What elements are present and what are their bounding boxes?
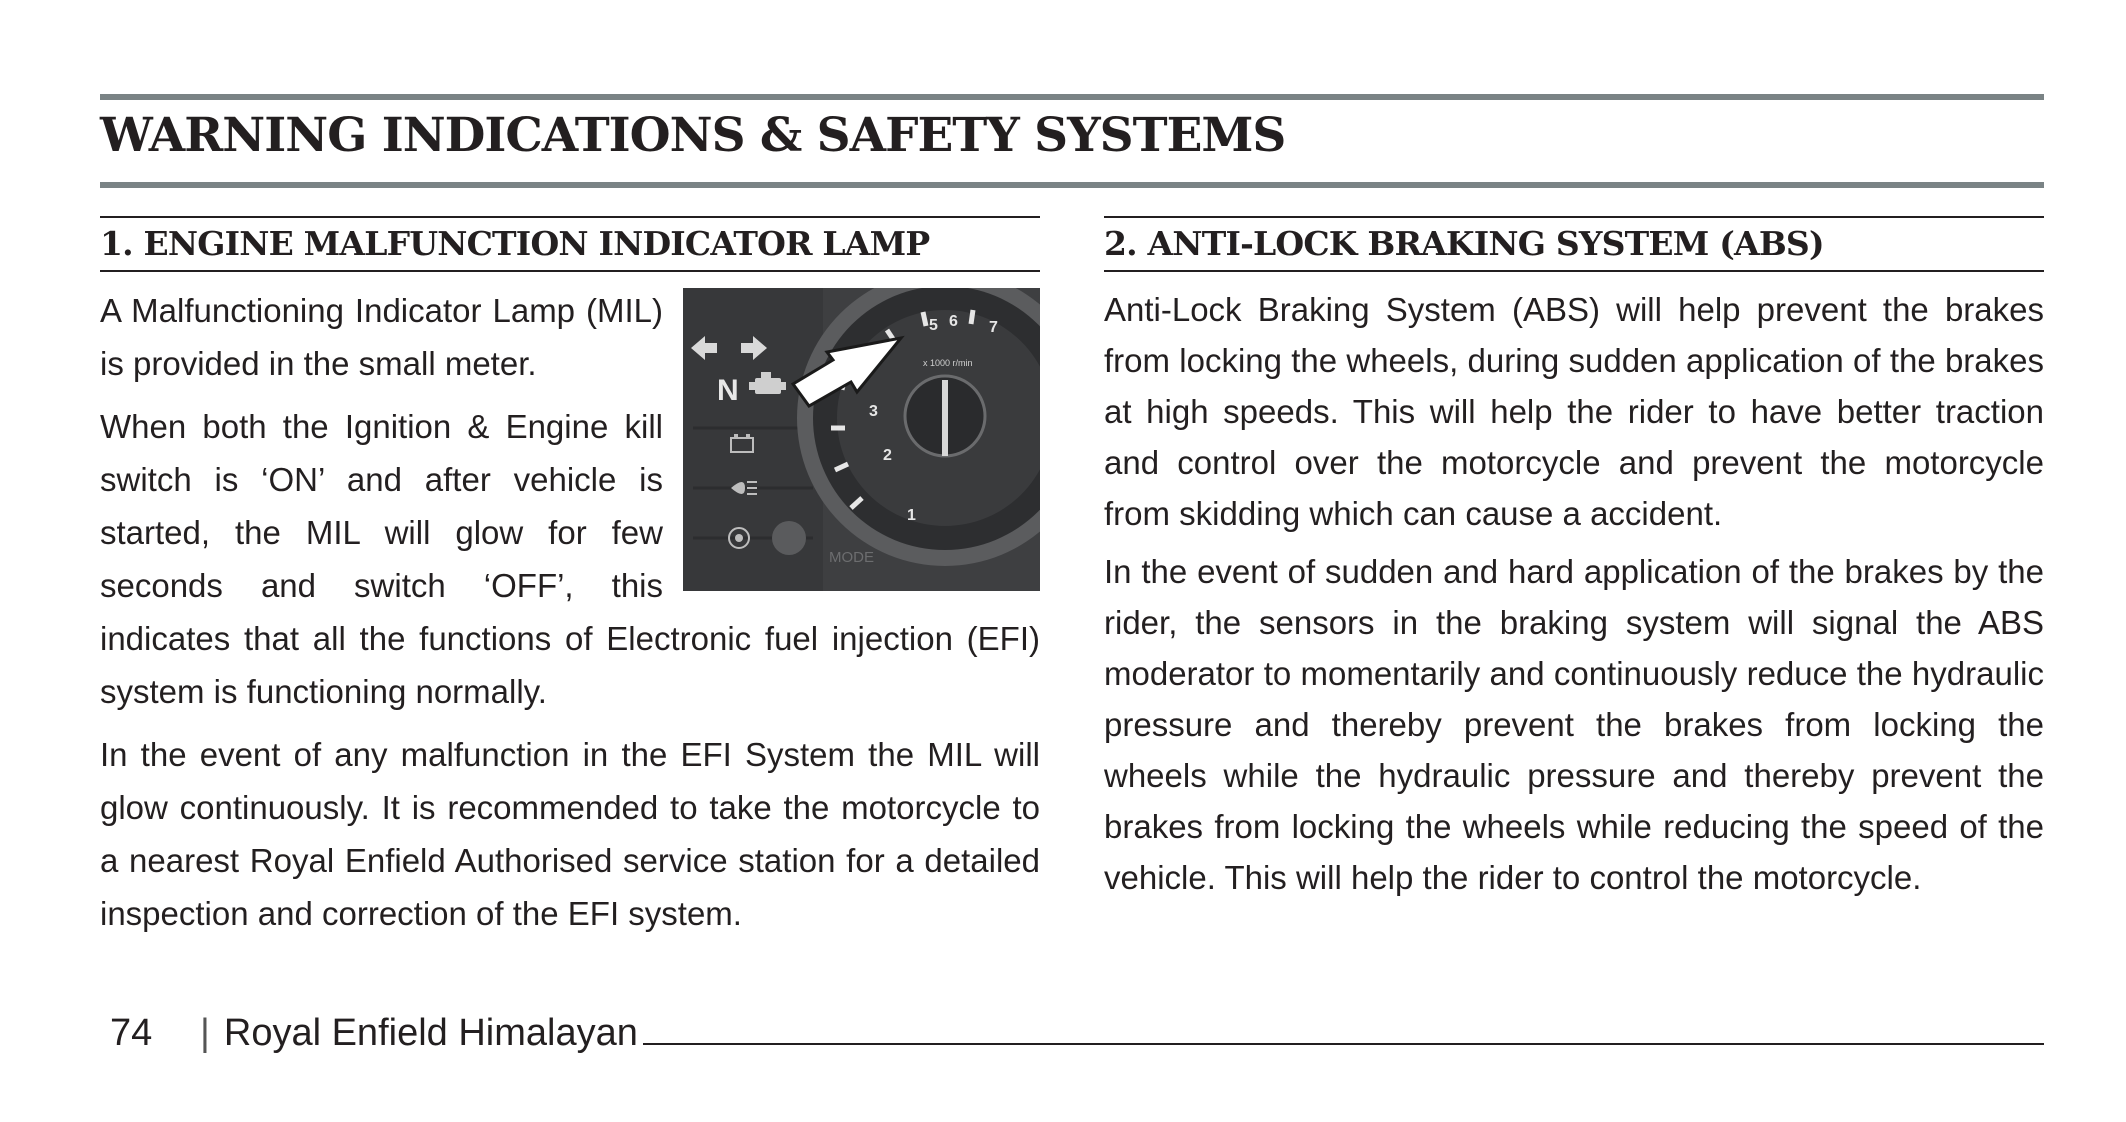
section-heading: 1. ENGINE MALFUNCTION INDICATOR LAMP xyxy=(100,224,930,263)
mode-label: MODE xyxy=(829,549,874,566)
mil-malfunction-paragraph: In the event of any malfunction in the EFI System the MIL will glow continuously. It is recommended to take the motorcycle to a nearest Royal Enfield Authorised service station for a detailed inspection and correction of the EFI system. xyxy=(100,736,1040,932)
mil-normal-paragraph: When both the Ignition & Engine kill switch is ‘ON’ and after vehicle is started, the MIL will glow for few seconds and switch ‘OFF’, this indicates that all the functions of Electronic fuel injection (EFI) system is functioning normally. xyxy=(100,408,1040,710)
section-engine-mil xyxy=(100,216,1040,950)
abs-operation-paragraph: In the event of sudden and hard application of the brakes by the rider, the sensors in the braking system will signal the ABS moderator to momentarily and continuously reduce the hydraulic pressure and thereby prevent the brakes from locking the wheels while the hydraulic pressure and thereby prevent the brakes from locking the wheels while reducing the speed of the vehicle. This will help the rider to control the motorcycle. xyxy=(1104,553,2044,896)
section-heading-box xyxy=(100,216,1040,272)
tick-label: 7 xyxy=(989,319,998,336)
tick-label: 5 xyxy=(929,317,938,334)
page-footer xyxy=(110,1012,638,1055)
footer-separator: | xyxy=(200,1012,210,1054)
top-rule xyxy=(100,94,2044,100)
mil-intro-paragraph: A Malfunctioning Indicator Lamp (MIL) is provided in the small meter. xyxy=(100,292,663,382)
abs-intro-paragraph: Anti-Lock Braking System (ABS) will help prevent the brakes from locking the wheels, during sudden application of the brakes at high speeds. This will help the rider to have better traction and control over the motorcycle and prevent the motorcycle from skidding which can cause a accident. xyxy=(1104,291,2044,532)
gauge-unit-label: x 1000 r/min xyxy=(923,358,973,368)
section-abs xyxy=(1104,216,2044,910)
mode-button xyxy=(772,521,806,555)
tick-label: 3 xyxy=(869,403,878,420)
book-title: Royal Enfield Himalayan xyxy=(223,1012,638,1054)
page-number: 74 xyxy=(110,1012,153,1054)
section-heading: 2. ANTI-LOCK BRAKING SYSTEM (ABS) xyxy=(1104,224,1824,263)
section-heading-box xyxy=(1104,216,2044,272)
instrument-cluster-image xyxy=(683,288,1040,591)
page-title: WARNING INDICATIONS & SAFETY SYSTEMS xyxy=(100,108,1286,163)
title-rule xyxy=(100,182,2044,188)
tick-label: 6 xyxy=(949,313,958,330)
instrument-cluster-drawing xyxy=(683,288,1040,591)
tick-label: 2 xyxy=(883,447,892,464)
tick-label: 1 xyxy=(907,507,916,524)
footer-rule xyxy=(643,1043,2044,1045)
gear-indicator: N xyxy=(717,374,739,407)
